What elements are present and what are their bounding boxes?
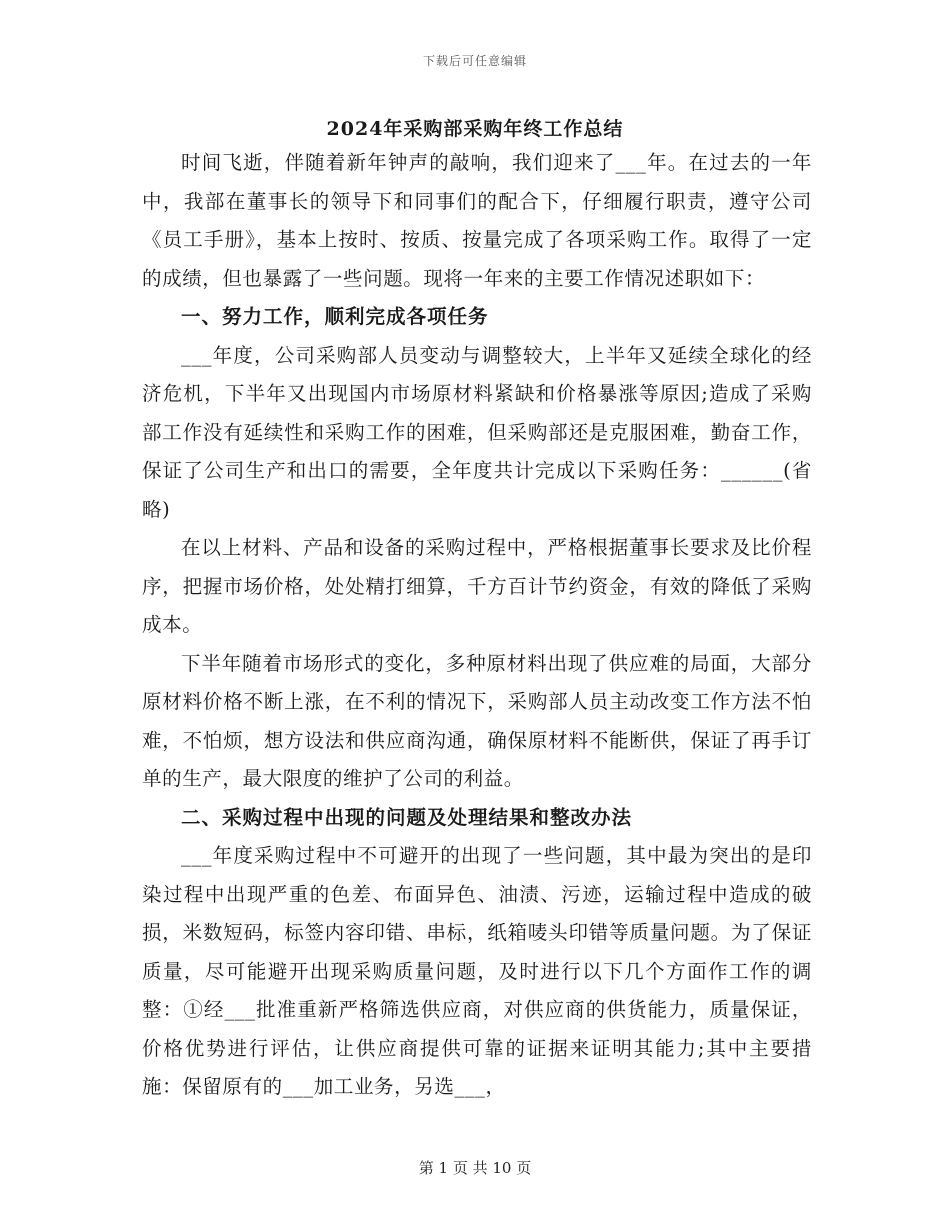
section2-paragraph-1: ___年度采购过程中不可避开的出现了一些问题，其中最为突出的是印染过程中出现严重的色差、布面异色、油渍、污迹，运输过程中造成的破损，米数短码，标签内容印错、串标，纸箱唛头印错等质量问题。为了保证质量，尽可能避开出现采购质量问题，及时进行以下几个方面作工作的调整：①经___批准重新严格筛选供应商，对供应商的供货能力，质量保证，价格优势进行评估，让供应商提供可靠的证据来证明其能力;其中主要措施：保留原有的___加工业务，另选___， <box>142 844 812 1098</box>
section2-heading: 二、采购过程中出现的问题及处理结果和整改办法 <box>181 805 633 829</box>
section1-paragraph-3: 下半年随着市场形式的变化，多种原材料出现了供应难的局面，大部分原材料价格不断上涨，在不利的情况下，采购部人员主动改变工作方法不怕难，不怕烦，想方设法和供应商沟通，确保原材料不能断供，保证了再手订单的生产，最大限度的维护了公司的利益。 <box>142 651 812 790</box>
document-title: 2024年采购部采购年终工作总结 <box>326 118 624 140</box>
section1-paragraph-2: 在以上材料、产品和设备的采购过程中，严格根据董事长要求及比价程序，把握市场价格，处处精打细算，千方百计节约资金，有效的降低了采购成本。 <box>142 536 812 636</box>
header-note: 下载后可任意编辑 <box>422 54 527 68</box>
intro-paragraph: 时间飞逝，伴随着新年钟声的敲响，我们迎来了___年。在过去的一年中，我部在董事长的领导下和同事们的配合下，仔细履行职责，遵守公司《员工手册》，基本上按时、按质、按量完成了各项采购工作。取得了一定的成绩，但也暴露了一些问题。现将一年来的主要工作情况述职如下： <box>142 151 812 290</box>
document-body <box>142 144 812 1107</box>
page-number-footer: 第 1 页 共 10 页 <box>418 1159 532 1177</box>
section1-heading: 一、努力工作，顺利完成各项任务 <box>181 305 489 328</box>
section1-paragraph-1: ___年度，公司采购部人员变动与调整较大，上半年又延续全球化的经济危机，下半年又出现国内市场原材料紧缺和价格暴涨等原因;造成了采购部工作没有延续性和采购工作的困难，但采购部还是克服困难，勤奋工作，保证了公司生产和出口的需要，全年度共计完成以下采购任务：______(省略) <box>142 343 812 521</box>
